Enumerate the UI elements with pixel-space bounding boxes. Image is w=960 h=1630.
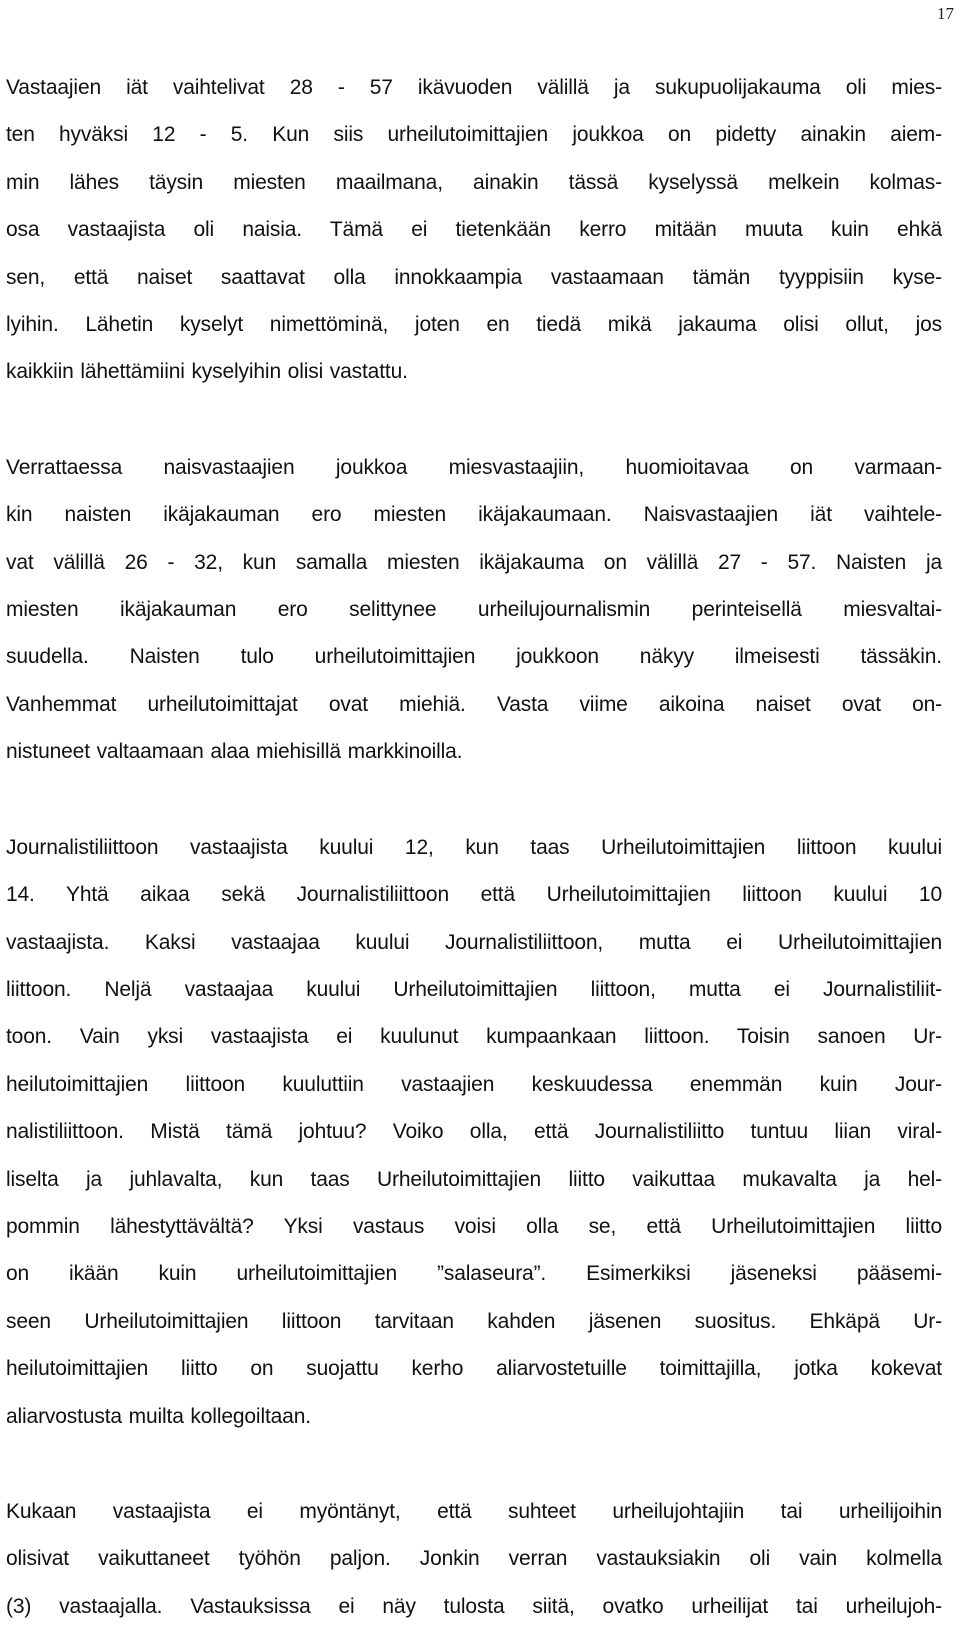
paragraph-gap <box>6 776 942 824</box>
text-line: 14. Yhtä aikaa sekä Journalistiliittoon että Urheilutoimittajien liittoon kuului 10 <box>6 883 942 907</box>
text-line: toon. Vain yksi vastaajista ei kuulunut kumpaankaan liittoon. Toisin sanoen Ur- <box>6 1025 942 1049</box>
text-line: lyihin. Lähetin kyselyt nimettöminä, joten en tiedä mikä jakauma olisi ollut, jos <box>6 313 942 337</box>
text-line: aliarvostusta muilta kollegoiltaan. <box>6 1404 311 1428</box>
text-line: Vastaajien iät vaihtelivat 28 - 57 ikävuoden välillä ja sukupuolijakauma oli mies- <box>6 76 942 99</box>
text-line: ten hyväksi 12 - 5. Kun siis urheilutoimittajien joukkoa on pidetty ainakin aiem- <box>6 123 942 147</box>
paragraph-gap <box>6 396 942 444</box>
text-line: seen Urheilutoimittajien liittoon tarvitaan kahden jäsenen suositus. Ehkäpä Ur- <box>6 1309 942 1333</box>
text-line: kin naisten ikäjakauman ero miesten ikäjakaumaan. Naisvastaajien iät vaihtele- <box>6 503 942 527</box>
text-line: vat välillä 26 - 32, kun samalla miesten ikäjakauma on välillä 27 - 57. Naisten ja <box>6 550 942 574</box>
text-line: vastaajista. Kaksi vastaajaa kuului Journalistiliittoon, mutta ei Urheilutoimittajien <box>6 930 942 954</box>
text-line: heilutoimittajien liitto on suojattu kerho aliarvostetuille toimittajilla, jotka kokevat <box>6 1357 942 1381</box>
text-line: miesten ikäjakauman ero selittynee urheilujournalismin perinteisellä miesvaltai- <box>6 598 942 622</box>
text-line: Vanhemmat urheilutoimittajat ovat miehiä. Vasta viime aikoina naiset ovat on- <box>6 692 942 716</box>
document-body <box>6 64 942 1630</box>
text-line: on ikään kuin urheilutoimittajien ”salaseura”. Esimerkiksi jäseneksi pääsemi- <box>6 1262 942 1286</box>
text-line: min lähes täysin miesten maailmana, ainakin tässä kyselyssä melkein kolmas- <box>6 170 942 194</box>
text-line: heilutoimittajien liittoon kuuluttiin vastaajien keskuudessa enemmän kuin Jour- <box>6 1072 942 1096</box>
text-line: (3) vastaajalla. Vastauksissa ei näy tulosta siitä, ovatko urheilijat tai urheilujoh- <box>6 1594 942 1618</box>
text-line: liselta ja juhlavalta, kun taas Urheilutoimittajien liitto vaikuttaa mukavalta ja hel- <box>6 1167 942 1191</box>
paragraph-gap <box>6 1440 942 1488</box>
text-line: nalistiliittoon. Mistä tämä johtuu? Voiko olla, että Journalistiliitto tuntuu liian viral- <box>6 1120 942 1144</box>
text-line: Kukaan vastaajista ei myöntänyt, että suhteet urheilujohtajiin tai urheilijoihin <box>6 1499 942 1523</box>
text-line: liittoon. Neljä vastaajaa kuului Urheilutoimittajien liittoon, mutta ei Journalistiliit- <box>6 977 942 1001</box>
text-line: kaikkiin lähettämiini kyselyihin olisi vastattu. <box>6 360 408 384</box>
text-line: osa vastaajista oli naisia. Tämä ei tietenkään kerro mitään muuta kuin ehkä <box>6 218 942 242</box>
paragraph-union-membership <box>6 824 942 1440</box>
text-line: olisivat vaikuttaneet työhön paljon. Jonkin verran vastauksiakin oli vain kolmella <box>6 1547 942 1571</box>
text-line: pommin lähestyttävältä? Yksi vastaus voisi olla se, että Urheilutoimittajien liitto <box>6 1214 942 1238</box>
paragraph-gender-age-comparison <box>6 444 942 776</box>
paragraph-relations-influence <box>6 1488 942 1630</box>
text-line: Verrattaessa naisvastaajien joukkoa miesvastaajiin, huomioitavaa on varmaan- <box>6 455 942 479</box>
text-line: sen, että naiset saattavat olla innokkaampia vastaamaan tämän tyyppisiin kyse- <box>6 265 942 289</box>
text-line: nistuneet valtaamaan alaa miehisillä markkinoilla. <box>6 740 463 764</box>
paragraph-respondent-ages <box>6 64 942 396</box>
text-line: Journalistiliittoon vastaajista kuului 12, kun taas Urheilutoimittajien liittoon kuului <box>6 835 942 859</box>
page-number: 17 <box>937 4 954 23</box>
text-line: suudella. Naisten tulo urheilutoimittajien joukkoon näkyy ilmeisesti tässäkin. <box>6 645 942 669</box>
